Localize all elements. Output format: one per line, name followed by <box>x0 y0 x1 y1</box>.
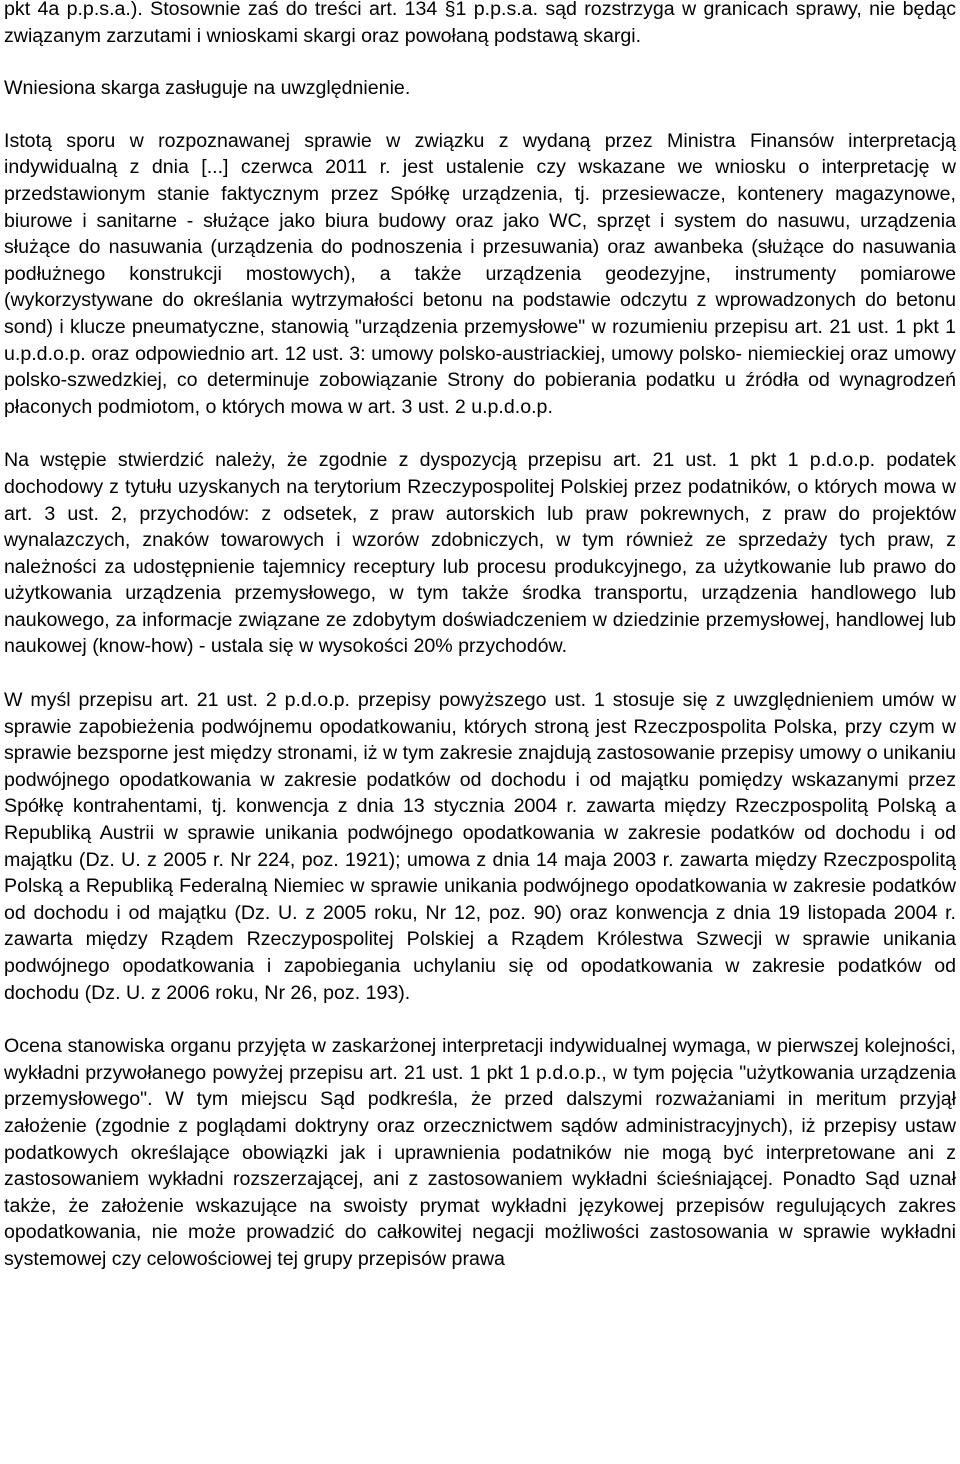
paragraph-spacer <box>4 102 956 128</box>
paragraph-spacer <box>4 420 956 447</box>
paragraph-complaint-upheld: Wniesiona skarga zasługuje na uwzględnienie. <box>4 77 411 100</box>
paragraph-essence-of-dispute: Istotą sporu w rozpoznawanej sprawie w związku z wydaną przez Ministra Finansów interpretacją indywidualną z dnia [...] czerwca 2011 r. jest ustalenie czy wskazane we wniosku o interpretację w przedstawionym stanie faktycznym przez Spółkę urządzenia, tj. przesiewacze, kontenery magazynowe, biurowe i sanitarne - służące jako biura budowy oraz jako WC, sprzęt i system do nasuwu, urządzenia służące do nasuwania (urządzenia do podnoszenia i przesuwania) oraz awanbeka (służące do nasuwania podłużnego konstrukcji mostowych), a także urządzenia geodezyjne, instrumenty pomiarowe (wykorzystywane do określania wytrzymałości betonu na podstawie odczytu z wprowadzonych do betonu sond) i klucze pneumatyczne, stanowią "urządzenia przemysłowe" w rozumieniu przepisu art. 21 ust. 1 pkt 1 u.p.d.o.p. oraz odpowiednio art. 12 ust. 3: umowy polsko-austriackiej, umowy polsko- niemieckiej oraz umowy polsko-szwedzkiej, co determinuje zobowiązanie Strony do pobierania podatku u źródła od wynagrodzeń płaconych podmiotom, o których mowa w art. 3 ust. 2 u.p.d.o.p. <box>4 129 956 418</box>
paragraph-article-21-provision: Na wstępie stwierdzić należy, że zgodnie z dyspozycją przepisu art. 21 ust. 1 pkt 1 p.d.o.p. podatek dochodowy z tytułu uzyskanych na terytorium Rzeczypospolitej Polskiej przez podatników, o których mowa w art. 3 ust. 2, przychodów: z odsetek, z praw autorskich lub praw pokrewnych, z praw do projektów wynalazczych, znaków towarowych i wzorów zdobniczych, w tym również ze sprzedaży tych praw, z należności za udostępnienie tajemnicy receptury lub procesu produkcyjnego, za użytkowanie lub prawo do użytkowania urządzenia przemysłowego, w tym także środka transportu, urządzenia handlowego lub naukowego, za informacje związane ze zdobytym doświadczeniem w dziedzinie przemysłowej, handlowej lub naukowej (know-how) - ustala się w wysokości 20% przychodów. <box>4 449 956 658</box>
paragraph-spacer <box>4 49 956 75</box>
paragraph-scope-of-review: pkt 4a p.p.s.a.). Stosownie zaś do treści art. 134 §1 p.p.s.a. sąd rozstrzyga w granicach sprawy, nie będąc związanym zarzutami i wnioskami skargi oraz powołaną podstawą skargi. <box>4 0 956 47</box>
paragraph-assessment-of-position: Ocena stanowiska organu przyjęta w zaskarżonej interpretacji indywidualnej wymaga, w pierwszej kolejności, wykładni przywołanego powyżej przepisu art. 21 ust. 1 pkt 1 p.d.o.p., w tym pojęcia "użytkowania urządzenia przemysłowego". W tym miejscu Sąd podkreśla, że przed dalszymi rozważaniami in meritum przyjął założenie (zgodnie z poglądami doktryny oraz orzecznictwem sądów administracyjnych), iż przepisy ustaw podatkowych określające obowiązki jak i uprawnienia podatników nie mogą być interpretowane ani z zastosowaniem wykładni rozszerzającej, ani z zastosowaniem wykładni ścieśniającej. Ponadto Sąd uznał także, że założenie wskazujące na swoisty prymat wykładni językowej przepisów regulujących zakres opodatkowania, nie może prowadzić do całkowitej negacji możliwości zastosowania w sprawie wykładni systemowej czy celowościowej tej grupy przepisów prawa <box>4 1035 956 1270</box>
paragraph-spacer <box>4 660 956 687</box>
paragraph-double-taxation-treaties: W myśl przepisu art. 21 ust. 2 p.d.o.p. przepisy powyższego ust. 1 stosuje się z uwzględnieniem umów w sprawie zapobieżenia podwójnemu opodatkowaniu, których stroną jest Rzeczpospolita Polska, przy czym w sprawie bezsporne jest między stronami, iż w tym zakresie znajdują zastosowanie przepisy umowy o unikaniu podwójnego opodatkowania w zakresie podatków od dochodu i od majątku pomiędzy wskazanymi przez Spółkę kontrahentami, tj. konwencja z dnia 13 stycznia 2004 r. zawarta między Rzeczpospolitą Polską a Republiką Austrii w sprawie unikania podwójnego opodatkowania w zakresie podatków od dochodu i od majątku (Dz. U. z 2005 r. Nr 224, poz. 1921); umowa z dnia 14 maja 2003 r. zawarta między Rzeczpospolitą Polską a Republiką Federalną Niemiec w sprawie unikania podwójnego opodatkowania w zakresie podatków od dochodu i od majątku (Dz. U. z 2005 roku, Nr 12, poz. 90) oraz konwencja z dnia 19 listopada 2004 r. zawarta między Rządem Rzeczypospolitej Polskiej a Rządem Królestwa Szwecji w sprawie unikania podwójnego opodatkowania i zapobiegania uchylaniu się od opodatkowania w zakresie podatków od dochodu (Dz. U. z 2006 roku, Nr 26, poz. 193). <box>4 689 956 1004</box>
paragraph-spacer <box>4 1006 956 1033</box>
